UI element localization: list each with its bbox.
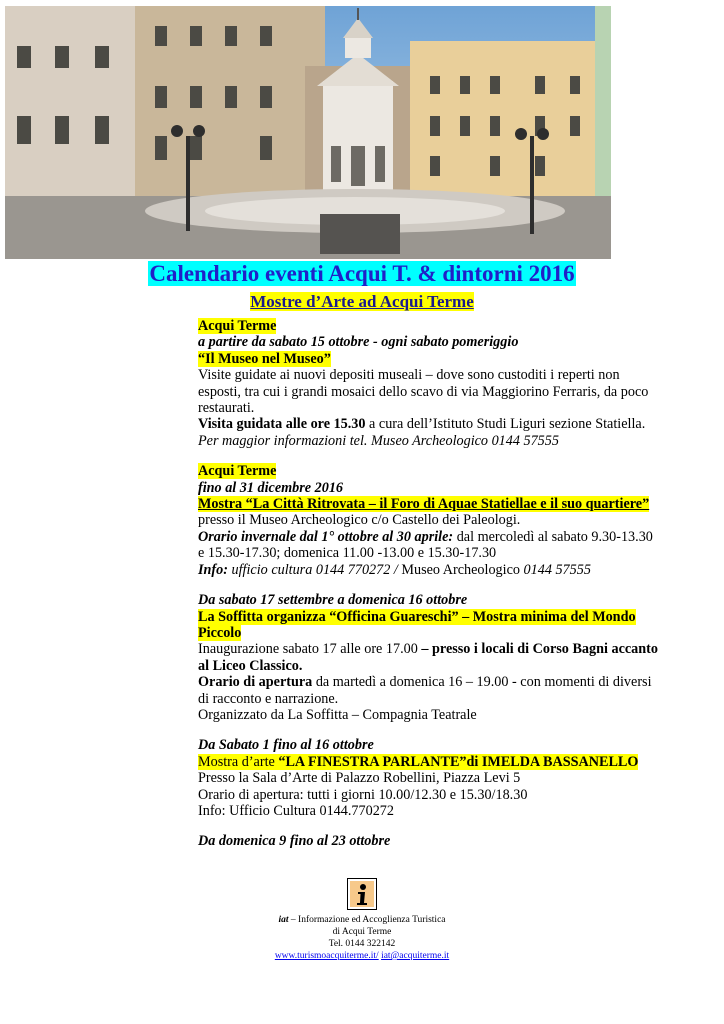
website-link[interactable]: www.turismoacquiterme.it/	[274, 951, 379, 961]
page-subtitle: Mostre d’Arte ad Acqui Terme	[250, 292, 474, 311]
event-item	[198, 592, 658, 723]
events-list	[198, 318, 658, 864]
event-description: Visite guidate ai nuovi depositi museali – dove sono custoditi i reperti non esposti, tra cui i grandi mosaici dello scavo di via Maggiorino Ferraris, da poco restaurati.	[198, 367, 649, 417]
event-item	[198, 833, 658, 849]
event-place: Presso la Sala d’Arte di Palazzo Robellini, Piazza Levi 5	[198, 770, 521, 787]
event-hours: Orario di apertura da martedì a domenica 16 – 19.00 - con momenti di diversi di racconto e narrazione.	[198, 674, 652, 707]
email-link[interactable]: iat@acquiterme.it	[381, 951, 450, 961]
event-name: Mostra d’arte “LA FINESTRA PARLANTE”di IMELDA BASSANELLO	[198, 753, 639, 770]
event-item	[198, 463, 658, 578]
event-name: “Il Museo nel Museo”	[198, 350, 331, 367]
footer-tel: Tel. 0144 322142	[328, 939, 396, 949]
event-name: Mostra “La Città Ritrovata – il Foro di Aquae Statiellae e il suo quartiere” presso il Museo Archeologico c/o Castello dei Paleologi.	[198, 496, 650, 529]
footer-links	[0, 950, 724, 962]
page-title: Calendario eventi Acqui T. & dintorni 2016	[149, 261, 575, 286]
event-name: La Soffitta organizza “Officina Guareschi” – Mostra minima del Mondo Piccolo	[198, 608, 636, 641]
event-inauguration: Inaugurazione sabato 17 alle ore 17.00 – presso i locali di Corso Bagni accanto al Liceo Classico.	[198, 641, 658, 674]
event-item	[198, 737, 658, 819]
event-date: Da domenica 9 fino al 23 ottobre	[198, 833, 391, 850]
footer-line1: iat – Informazione ed Accoglienza Turistica	[278, 915, 446, 925]
event-info: Info: ufficio cultura 0144 770272 / Museo Archeologico 0144 57555	[198, 561, 591, 578]
event-hours: Orario invernale dal 1° ottobre al 30 aprile: dal mercoledì al sabato 9.30-13.30 e 15.30-17.30; domenica 11.00 -13.00 e 15.30-17.30	[198, 528, 653, 562]
footer	[0, 878, 724, 962]
event-date: fino al 31 dicembre 2016	[198, 479, 344, 496]
event-item	[198, 318, 658, 449]
event-date: Da Sabato 1 fino al 16 ottobre	[198, 737, 374, 754]
footer-line2: di Acqui Terme	[332, 927, 392, 937]
event-time: Visita guidata alle ore 15.30 a cura dell’Istituto Studi Liguri sezione Statiella. Per maggior informazioni tel. Museo Archeologico 0144 57555	[198, 416, 646, 449]
event-date: a partire da sabato 15 ottobre - ogni sabato pomeriggio	[198, 334, 519, 351]
event-place: Acqui Terme	[198, 463, 277, 480]
event-info: Info: Ufficio Cultura 0144.770272	[198, 802, 394, 819]
event-date: Da sabato 17 settembre a domenica 16 ottobre	[198, 592, 468, 609]
event-organizer: Organizzato da La Soffitta – Compagnia Teatrale	[198, 706, 477, 723]
info-icon	[347, 878, 377, 910]
header-photo	[5, 6, 611, 259]
event-hours: Orario di apertura: tutti i giorni 10.00/12.30 e 15.30/18.30	[198, 786, 528, 803]
event-place: Acqui Terme	[198, 318, 277, 334]
